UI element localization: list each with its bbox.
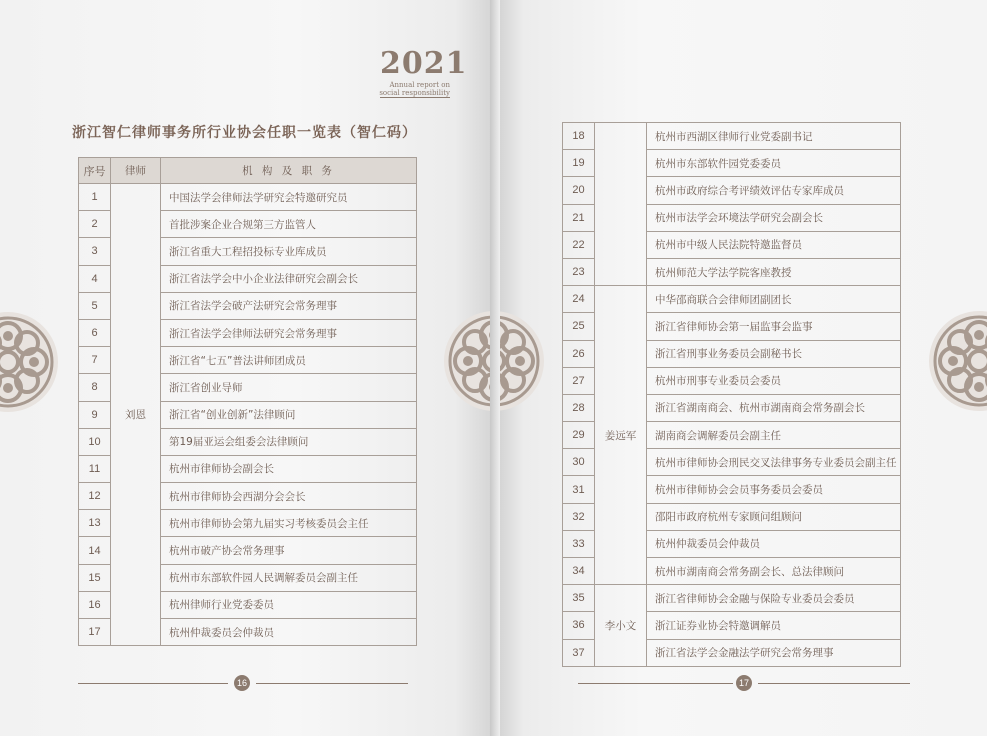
row-number: 17 [79, 619, 111, 646]
lawyer-name: 刘恩 [111, 184, 161, 646]
row-number: 6 [79, 319, 111, 346]
row-number: 34 [563, 558, 595, 585]
position-text: 杭州市律师协会会员事务委员会委员 [647, 476, 901, 503]
position-text: 湖南商会调解委员会副主任 [647, 422, 901, 449]
row-number: 10 [79, 428, 111, 455]
position-text: 杭州市律师协会西湖分会会长 [161, 483, 417, 510]
position-text: 杭州市东部软件园党委委员 [647, 150, 901, 177]
row-number: 12 [79, 483, 111, 510]
lawyer-name: 姜远军 [595, 286, 647, 585]
position-text: 杭州市律师协会刑民交叉法律事务专业委员会副主任 [647, 449, 901, 476]
row-number: 11 [79, 455, 111, 482]
row-number: 5 [79, 292, 111, 319]
position-text: 浙江省法学会律师法研究会常务理事 [161, 319, 417, 346]
header-lawyer: 律师 [111, 158, 161, 184]
row-number: 15 [79, 564, 111, 591]
position-text: 首批涉案企业合规第三方监管人 [161, 211, 417, 238]
row-number: 16 [79, 591, 111, 618]
subtitle-line2: social responsibility [379, 89, 450, 97]
position-text: 浙江省律师协会金融与保险专业委员会委员 [647, 585, 901, 612]
row-number: 14 [79, 537, 111, 564]
position-text: 浙江省法学会破产法研究会常务理事 [161, 292, 417, 319]
row-number: 21 [563, 204, 595, 231]
table-row [563, 286, 901, 313]
row-number: 7 [79, 347, 111, 374]
position-text: 杭州市西湖区律师行业党委副书记 [647, 123, 901, 150]
table-row [563, 123, 901, 150]
position-text: 杭州市破产协会常务理事 [161, 537, 417, 564]
position-text: 杭州市律师协会第九届实习考核委员会主任 [161, 510, 417, 537]
position-text: 杭州仲裁委员会仲裁员 [647, 530, 901, 557]
row-number: 26 [563, 340, 595, 367]
positions-table-left [78, 157, 417, 646]
position-text: 杭州市中级人民法院特邀监督员 [647, 231, 901, 258]
row-number: 8 [79, 374, 111, 401]
position-text: 浙江省重大工程招投标专业库成员 [161, 238, 417, 265]
ornament-medallion-center-left [432, 306, 494, 416]
ornament-medallion-right-edge [925, 306, 987, 416]
row-number: 31 [563, 476, 595, 503]
row-number: 30 [563, 449, 595, 476]
row-number: 27 [563, 367, 595, 394]
row-number: 37 [563, 639, 595, 666]
position-text: 杭州市刑事专业委员会委员 [647, 367, 901, 394]
ornament-medallion-left-edge [0, 308, 62, 416]
position-text: 杭州市东部软件园人民调解委员会副主任 [161, 564, 417, 591]
row-number: 24 [563, 286, 595, 313]
position-text: 浙江省律师协会第一届监事会监事 [647, 313, 901, 340]
row-number: 36 [563, 612, 595, 639]
subtitle-line1: Annual report on [389, 81, 450, 89]
footer-rule-right [256, 683, 408, 684]
position-text: 杭州市政府综合考评绩效评估专家库成员 [647, 177, 901, 204]
row-number: 2 [79, 211, 111, 238]
report-year: 2021 [380, 46, 468, 81]
subtitle-rule [380, 97, 450, 98]
position-text: 浙江证券业协会特邀调解员 [647, 612, 901, 639]
positions-table-right [562, 122, 901, 667]
position-text: 邵阳市政府杭州专家顾问组顾问 [647, 503, 901, 530]
lawyer-name: 李小文 [595, 585, 647, 667]
position-text: 浙江省法学会中小企业法律研究会副会长 [161, 265, 417, 292]
table-row [563, 585, 901, 612]
row-number: 22 [563, 231, 595, 258]
row-number: 9 [79, 401, 111, 428]
row-number: 33 [563, 530, 595, 557]
row-number: 32 [563, 503, 595, 530]
row-number: 20 [563, 177, 595, 204]
position-text: 杭州市法学会环境法学研究会副会长 [647, 204, 901, 231]
row-number: 4 [79, 265, 111, 292]
header-position: 机 构 及 职 务 [161, 158, 417, 184]
position-text: 浙江省“七五”普法讲师团成员 [161, 347, 417, 374]
position-text: 浙江省法学会金融法学研究会常务理事 [647, 639, 901, 666]
row-number: 13 [79, 510, 111, 537]
ornament-medallion-center-right [494, 306, 556, 416]
page-title: 浙江智仁律师事务所行业协会任职一览表（智仁码） [72, 125, 417, 141]
row-number: 25 [563, 313, 595, 340]
row-number: 3 [79, 238, 111, 265]
footer-rule-left-p17 [578, 683, 733, 684]
position-text: 浙江省湖南商会、杭州市湖南商会常务副会长 [647, 394, 901, 421]
row-number: 19 [563, 150, 595, 177]
position-text: 浙江省创业导师 [161, 374, 417, 401]
lawyer-name-continued [595, 123, 647, 286]
row-number: 28 [563, 394, 595, 421]
report-subtitle [372, 81, 450, 97]
header-no: 序号 [79, 158, 111, 184]
table-row [79, 184, 417, 211]
position-text: 杭州仲裁委员会仲裁员 [161, 619, 417, 646]
position-text: 杭州师范大学法学院客座教授 [647, 258, 901, 285]
position-text: 第19届亚运会组委会法律顾问 [161, 428, 417, 455]
position-text: 浙江省刑事业务委员会副秘书长 [647, 340, 901, 367]
position-text: 杭州市湖南商会常务副会长、总法律顾问 [647, 558, 901, 585]
position-text: 中国法学会律师法学研究会特邀研究员 [161, 184, 417, 211]
row-number: 35 [563, 585, 595, 612]
page-number-left: 16 [234, 675, 250, 691]
row-number: 23 [563, 258, 595, 285]
page-number-right: 17 [736, 675, 752, 691]
position-text: 浙江省“创业创新”法律顾问 [161, 401, 417, 428]
position-text: 中华邵商联合会律师团副团长 [647, 286, 901, 313]
footer-rule-right-p17 [758, 683, 910, 684]
table-header-row [79, 158, 417, 184]
row-number: 1 [79, 184, 111, 211]
position-text: 杭州市律师协会副会长 [161, 455, 417, 482]
book-gutter [490, 0, 500, 736]
footer-rule-left [78, 683, 228, 684]
row-number: 18 [563, 123, 595, 150]
row-number: 29 [563, 422, 595, 449]
position-text: 杭州律师行业党委委员 [161, 591, 417, 618]
